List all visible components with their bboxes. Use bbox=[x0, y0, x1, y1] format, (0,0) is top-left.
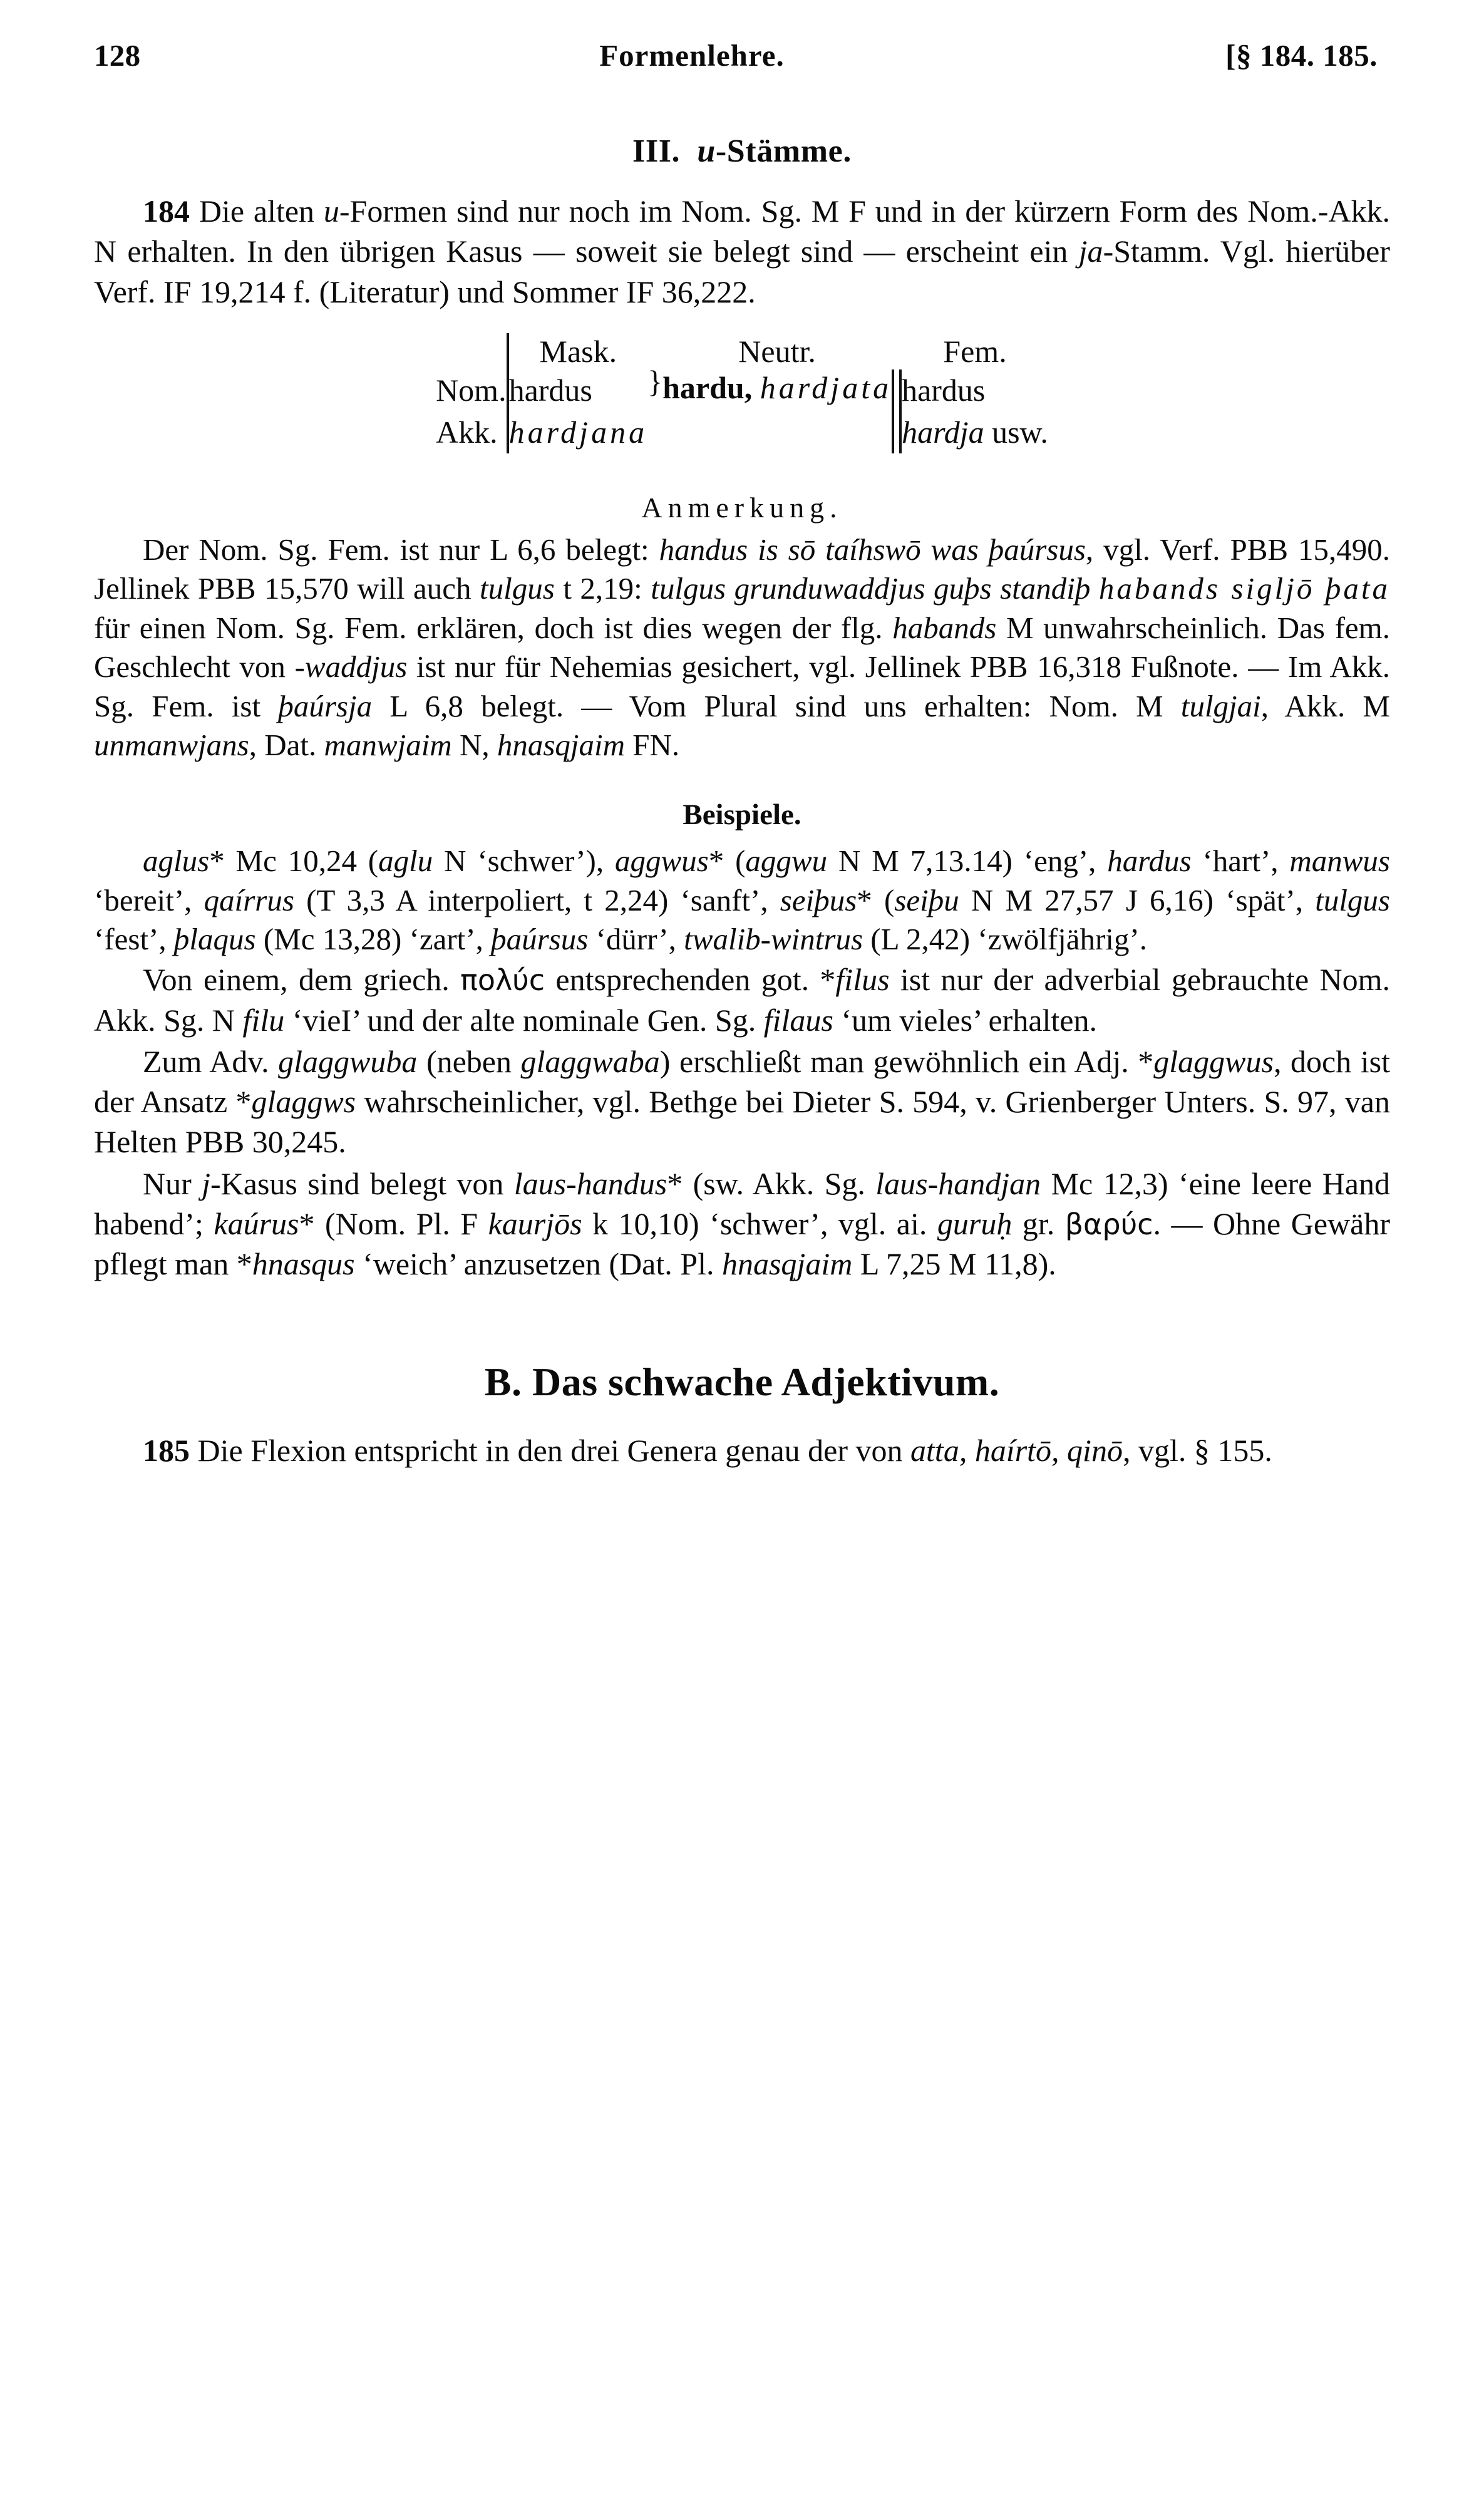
anm-italic-quote2: habands sigljō þata bbox=[1098, 571, 1391, 606]
glagg-italic-glaggwaba: glaggwaba bbox=[520, 1043, 660, 1079]
beisp-italic-twalibwintrus: twalib-wintrus bbox=[684, 922, 863, 957]
paradigm-table bbox=[436, 333, 1048, 453]
jkas-italic-hnasqus: hnasqus bbox=[252, 1246, 355, 1282]
beisp-italic-seithu: seiþu bbox=[894, 882, 959, 917]
running-head bbox=[94, 38, 1390, 73]
jkas-text-h: . — Ohne Gewähr pflegt man * bbox=[94, 1206, 1390, 1282]
anm-text-b: , vgl. Verf. PBB 15,490. Jellinek PBB 15,570 will auch bbox=[94, 532, 1391, 606]
paragraph-184-text-b: -Formen sind nur noch im Nom. Sg. M F und in der kürzern Form des Nom.-Akk. N erhalten. In den übrigen Kasus — soweit sie belegt sind — erscheint ein bbox=[94, 194, 1390, 269]
jkas-italic-laushandjan: laus-handjan bbox=[875, 1165, 1041, 1201]
anm-italic-hnasqjaim: hnasqjaim bbox=[497, 728, 626, 763]
anm-italic-tulgus: tulgus bbox=[480, 571, 555, 606]
filus-text-c: ist nur der adverbial gebrauchte Nom. Akk. Sg. N bbox=[94, 962, 1391, 1038]
jkas-italic-laushandus: laus-handus bbox=[513, 1165, 667, 1201]
anm-text-g: L 6,8 belegt. — Vom Plural sind uns erhalten: Nom. M bbox=[372, 688, 1181, 723]
filus-italic-filus: filus bbox=[835, 962, 890, 998]
section-heading-rest: -Stämme. bbox=[715, 133, 852, 169]
glagg-italic-glaggwuba: glaggwuba bbox=[278, 1043, 418, 1079]
filus-text-e: ‘um vieles’ erhalten. bbox=[833, 1002, 1097, 1038]
jkas-text-f: k 10,10) ‘schwer’, vgl. ai. bbox=[582, 1206, 937, 1241]
jkas-text-e: * (Nom. Pl. F bbox=[299, 1206, 488, 1241]
section-heading-b: B. Das schwache Adjektivum. bbox=[484, 1360, 1000, 1405]
paragraph-j-kasus bbox=[94, 1164, 1390, 1284]
section-heading-number: III. bbox=[632, 133, 681, 169]
filus-italic-filaus: filaus bbox=[763, 1002, 833, 1038]
filus-text-d: ‘vieI’ und der alte nominale Gen. Sg. bbox=[284, 1002, 764, 1038]
paradigm-brace: } bbox=[647, 363, 663, 399]
anm-italic-waddjus: -waddjus bbox=[294, 649, 408, 684]
paragraph-number-184: 184 bbox=[143, 194, 190, 229]
jkas-italic-hnasqjaim: hnasqjaim bbox=[721, 1246, 853, 1282]
jkas-italic-kaurus: kaúrus bbox=[214, 1206, 299, 1241]
anm-text-d: für einen Nom. Sg. Fem. erklären, doch ist dies wegen der flg. bbox=[94, 610, 893, 645]
paradigm-case-label-akk: Akk. bbox=[436, 414, 498, 450]
paragraph-number-185: 185 bbox=[143, 1433, 190, 1469]
beisp-text-f: ‘bereit’, bbox=[94, 882, 204, 917]
beisp-italic-seithus: seiþus bbox=[780, 882, 857, 917]
beisp-text-i: N M 27,57 J 6,16) ‘spät’, bbox=[959, 882, 1316, 917]
jkas-text-b: -Kasus sind belegt von bbox=[210, 1165, 514, 1201]
beisp-italic-tulgus: tulgus bbox=[1315, 882, 1390, 917]
beisp-italic-manwus: manwus bbox=[1289, 843, 1390, 878]
paragraph-185 bbox=[94, 1430, 1390, 1470]
filus-text-a: Von einem, dem griech. bbox=[143, 962, 461, 998]
anmerkung-block bbox=[94, 491, 1390, 765]
anm-text-c: t 2,19: bbox=[554, 571, 651, 606]
paradigm-cell-fem-akk bbox=[902, 411, 1048, 453]
paradigm-case-label-nom: Nom. bbox=[436, 372, 507, 408]
beisp-italic-qairrus: qaírrus bbox=[204, 882, 294, 917]
anmerkung-heading: Anmerkung. bbox=[641, 491, 843, 524]
anm-text-f: ist nur für Nehemias gesichert, vgl. Jellinek PBB 16,318 Fußnote. — Im Akk. Sg. Fem. ist bbox=[94, 649, 1390, 723]
paragraph-184-text-c: -Stamm. Vgl. hierüber Verf. IF 19,214 f. (Literatur) und Sommer IF 36,222. bbox=[94, 234, 1391, 309]
p185-italic-paradigms: atta, haírtō, qinō bbox=[910, 1433, 1123, 1469]
paradigm-row-nom bbox=[436, 369, 1048, 411]
jkas-italic-j: j bbox=[202, 1165, 211, 1201]
section-heading-u-staemme bbox=[94, 133, 1390, 170]
glagg-text-a: Zum Adv. bbox=[143, 1043, 279, 1079]
beisp-text-c: * ( bbox=[708, 843, 746, 878]
paradigm-cell-fem-nom: hardus bbox=[902, 372, 986, 408]
paradigm-fem-akk-italic: hardja bbox=[902, 414, 984, 450]
p185-text-b: , vgl. § 155. bbox=[1122, 1433, 1272, 1469]
beisp-italic-hardus: hardus bbox=[1107, 843, 1192, 878]
beisp-text-a: * Mc 10,24 ( bbox=[209, 843, 379, 878]
beisp-italic-thaursus: þaúrsus bbox=[491, 922, 589, 957]
beisp-text-l: ‘dürr’, bbox=[588, 922, 684, 957]
paradigm-neutr-italic: hardjata bbox=[760, 369, 892, 405]
anm-italic-tulgjai: tulgjai bbox=[1180, 688, 1261, 723]
anm-text-a: Der Nom. Sg. Fem. ist nur L 6,6 belegt: bbox=[143, 532, 659, 567]
beisp-text-e: ‘hart’, bbox=[1191, 843, 1290, 878]
anm-text-h: , Akk. M bbox=[1260, 688, 1390, 723]
filus-greek-polys: πολύc bbox=[460, 963, 545, 998]
beispiele-paragraph bbox=[94, 842, 1390, 960]
paradigm-header-row bbox=[436, 333, 1048, 369]
paradigm-col-header-fem: Fem. bbox=[943, 333, 1007, 369]
glagg-italic-glaggws: glaggws bbox=[251, 1084, 356, 1120]
paradigm-col-header-neutr: Neutr. bbox=[738, 333, 816, 369]
anm-italic-quote1: tulgus grunduwaddjus guþs standiþ bbox=[651, 571, 1099, 606]
beisp-italic-aglu: aglu bbox=[378, 843, 433, 878]
anm-italic-manwjaim: manwjaim bbox=[324, 728, 452, 763]
anm-italic-thaursja: þaúrsja bbox=[278, 688, 373, 723]
running-head-section-ref: [§ 184. 185. bbox=[1225, 38, 1378, 73]
anm-text-k: FN. bbox=[625, 728, 680, 763]
jkas-text-c: * (sw. Akk. Sg. bbox=[667, 1165, 876, 1201]
jkas-greek-barys: βαρύc bbox=[1064, 1207, 1153, 1241]
beisp-text-g: (T 3,3 A interpoliert, t 2,24) ‘sanft’, bbox=[294, 882, 780, 917]
running-head-title: Formenlehre. bbox=[599, 38, 785, 73]
jkas-text-j: L 7,25 M 11,8). bbox=[852, 1246, 1056, 1282]
jkas-text-i: ‘weich’ anzusetzen (Dat. Pl. bbox=[354, 1246, 722, 1282]
paradigm-col-header-mask: Mask. bbox=[539, 333, 617, 369]
paradigm-table-container bbox=[94, 333, 1390, 453]
paradigm-neutr-bold: hardu, bbox=[662, 369, 753, 405]
paragraph-filus bbox=[94, 959, 1390, 1040]
anmerkung-paragraph bbox=[94, 530, 1390, 765]
beispiele-heading: Beispiele. bbox=[683, 798, 801, 831]
filus-italic-filu: filu bbox=[242, 1002, 285, 1038]
beisp-text-h: * ( bbox=[857, 882, 895, 917]
paradigm-cell-mask-akk: hardjana bbox=[508, 414, 648, 450]
p185-text-a: Die Flexion entspricht in den drei Genera genau der von bbox=[190, 1433, 911, 1469]
paragraph-184-text-a: Die alten bbox=[190, 194, 324, 229]
beisp-text-d: N M 7,13.14) ‘eng’, bbox=[827, 843, 1108, 878]
beisp-text-b: N ‘schwer’), bbox=[433, 843, 615, 878]
glagg-text-c: ) erschließt man gewöhnlich ein Adj. * bbox=[659, 1043, 1154, 1079]
paragraph-184-italic-ja: ja bbox=[1078, 234, 1103, 269]
glagg-text-b: (neben bbox=[417, 1043, 521, 1079]
beisp-text-k: (Mc 13,28) ‘zart’, bbox=[255, 922, 492, 957]
jkas-italic-kaurjos: kaurjōs bbox=[488, 1206, 582, 1241]
jkas-italic-guruh: guruḥ bbox=[937, 1206, 1013, 1241]
beispiele-block bbox=[94, 798, 1390, 960]
page-folio: 128 bbox=[94, 38, 141, 73]
anm-italic-handus: handus is sō taíhswō was þaúrsus bbox=[659, 532, 1086, 567]
glagg-italic-glaggwus: glaggwus bbox=[1153, 1043, 1274, 1079]
jkas-text-d: Mc 12,3) ‘eine leere Hand habend’; bbox=[94, 1165, 1390, 1241]
paradigm-cell-mask-nom: hardus bbox=[508, 372, 592, 408]
beisp-text-m: (L 2,42) ‘zwölfjährig’. bbox=[863, 922, 1148, 957]
glagg-text-e: wahrscheinlicher, vgl. Bethge bei Dieter S. 594, v. Grienberger Unters. S. 97, van Helten PBB 30,245. bbox=[94, 1084, 1390, 1160]
paragraph-184 bbox=[94, 191, 1390, 312]
beisp-italic-aggwus: aggwus bbox=[614, 843, 709, 878]
paradigm-cell-neutr bbox=[662, 369, 892, 453]
anm-italic-unmanwjans: unmanwjans bbox=[94, 728, 249, 763]
jkas-text-a: Nur bbox=[143, 1165, 202, 1201]
beisp-italic-aggwu: aggwu bbox=[745, 843, 828, 878]
anm-text-e: M unwahrscheinlich. Das fem. Geschlecht von bbox=[94, 610, 1391, 684]
jkas-text-g: gr. bbox=[1012, 1206, 1065, 1241]
glagg-text-d: , doch ist der Ansatz * bbox=[94, 1043, 1390, 1120]
beisp-text-j: ‘fest’, bbox=[94, 922, 174, 957]
beisp-italic-thlaqus: þlaqus bbox=[173, 922, 256, 957]
paragraph-184-italic-u: u bbox=[323, 194, 339, 229]
filus-text-b: entsprechenden got. * bbox=[545, 962, 836, 998]
beisp-italic-aglus: aglus bbox=[143, 843, 210, 878]
anm-text-i: , Dat. bbox=[249, 728, 324, 763]
paragraph-glaggwuba bbox=[94, 1041, 1390, 1162]
anm-italic-habands: habands bbox=[892, 610, 997, 645]
paradigm-fem-suffix: usw. bbox=[992, 414, 1048, 450]
anm-text-j: N, bbox=[451, 728, 497, 763]
section-heading-italic: u bbox=[697, 133, 716, 169]
